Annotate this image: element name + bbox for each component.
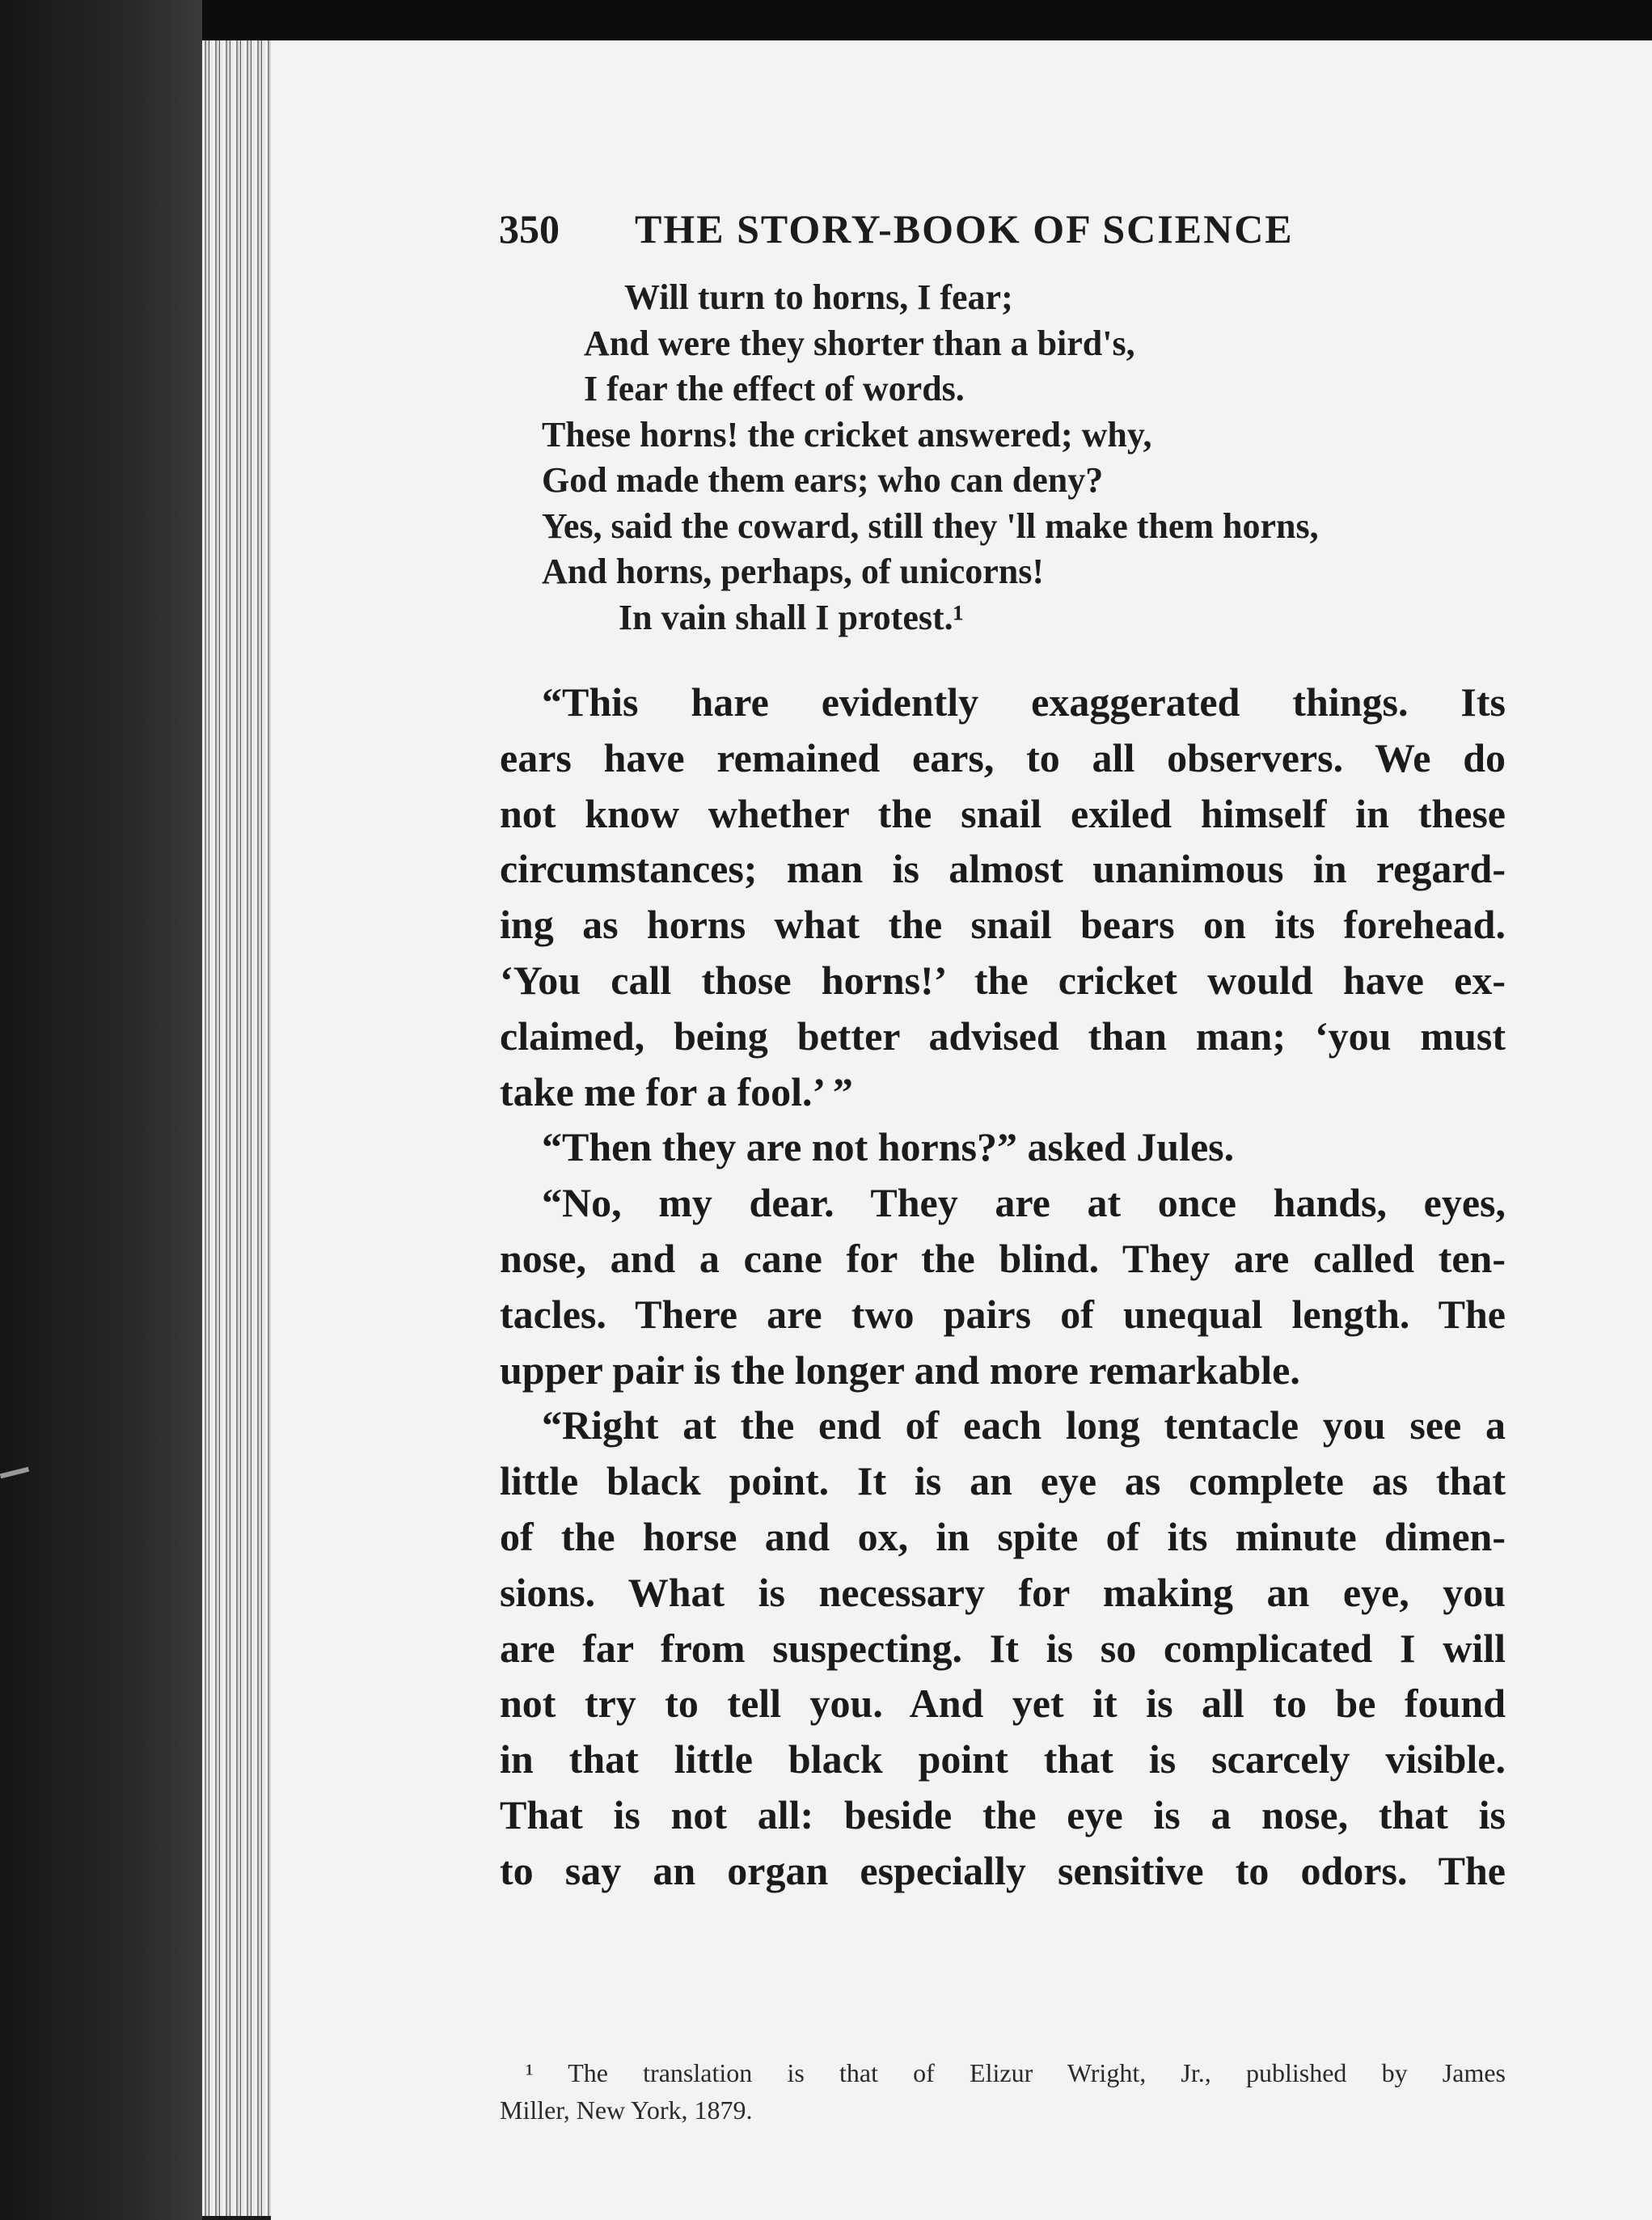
verse-line: And horns, perhaps, of unicorns! — [542, 552, 1045, 591]
text-line: to say an organ especially sensitive to odors. The — [500, 1847, 1506, 1893]
text-line: “Then they are not horns?” asked Jules. — [542, 1124, 1235, 1170]
footnote-line: Miller, New York, 1879. — [500, 2095, 753, 2125]
text-line: sions. What is necessary for making an eye, you — [500, 1569, 1506, 1615]
book-title: THE STORY-BOOK OF SCIENCE — [635, 206, 1294, 252]
text-line: ‘You call those horns!’ the cricket would have ex- — [500, 957, 1506, 1003]
text-line: not know whether the snail exiled himself in these — [500, 790, 1506, 836]
verse-line: Yes, said the coward, still they 'll make them horns, — [542, 505, 1319, 546]
text-line: circumstances; man is almost unanimous in regard- — [500, 846, 1506, 892]
text-line: are far from suspecting. It is so complicated I will — [500, 1625, 1506, 1671]
text-line: That is not all: beside the eye is a nose, that is — [500, 1791, 1506, 1837]
verse-line: Will turn to horns, I fear; — [624, 277, 1013, 317]
text-line: claimed, being better advised than man; ‘you must — [500, 1013, 1506, 1059]
text-line: ing as horns what the snail bears on its forehead. — [500, 902, 1506, 948]
verse-line: I fear the effect of words. — [584, 369, 965, 408]
body-text — [500, 674, 1506, 1899]
page-number: 350 — [499, 206, 560, 252]
text-line: take me for a fool.’ ” — [500, 1068, 853, 1114]
text-line: little black point. It is an eye as complete as that — [500, 1458, 1506, 1504]
text-line: not try to tell you. And yet it is all to be found — [500, 1681, 1506, 1727]
footnote — [500, 2054, 1506, 2129]
text-line: tacles. There are two pairs of unequal length. The — [500, 1291, 1506, 1337]
text-line: nose, and a cane for the blind. They are called ten- — [500, 1235, 1506, 1281]
book-page-edges — [202, 40, 271, 2216]
running-head — [499, 205, 1340, 262]
text-line: upper pair is the longer and more remarkable. — [500, 1347, 1300, 1393]
text-line: “This hare evidently exaggerated things. Its — [542, 679, 1506, 725]
footnote-line: ¹ The translation is that of Elizur Wright, Jr., published by James — [526, 2058, 1506, 2087]
text-line: ears have remained ears, to all observers. We do — [500, 734, 1506, 780]
verse-line: These horns! the cricket answered; why, — [542, 414, 1152, 455]
verse-line: In vain shall I protest.¹ — [619, 597, 964, 637]
verse-line: And were they shorter than a bird's, — [584, 323, 1135, 363]
text-line: of the horse and ox, in spite of its minute dimen- — [500, 1513, 1506, 1559]
verse-block — [542, 275, 1472, 641]
verse-line: God made them ears; who can deny? — [542, 460, 1104, 500]
text-line: “No, my dear. They are at once hands, eyes, — [542, 1180, 1506, 1226]
scan-left-margin — [0, 0, 202, 2220]
text-line: “Right at the end of each long tentacle you see a — [542, 1402, 1506, 1448]
text-line: in that little black point that is scarcely visible. — [500, 1736, 1506, 1782]
